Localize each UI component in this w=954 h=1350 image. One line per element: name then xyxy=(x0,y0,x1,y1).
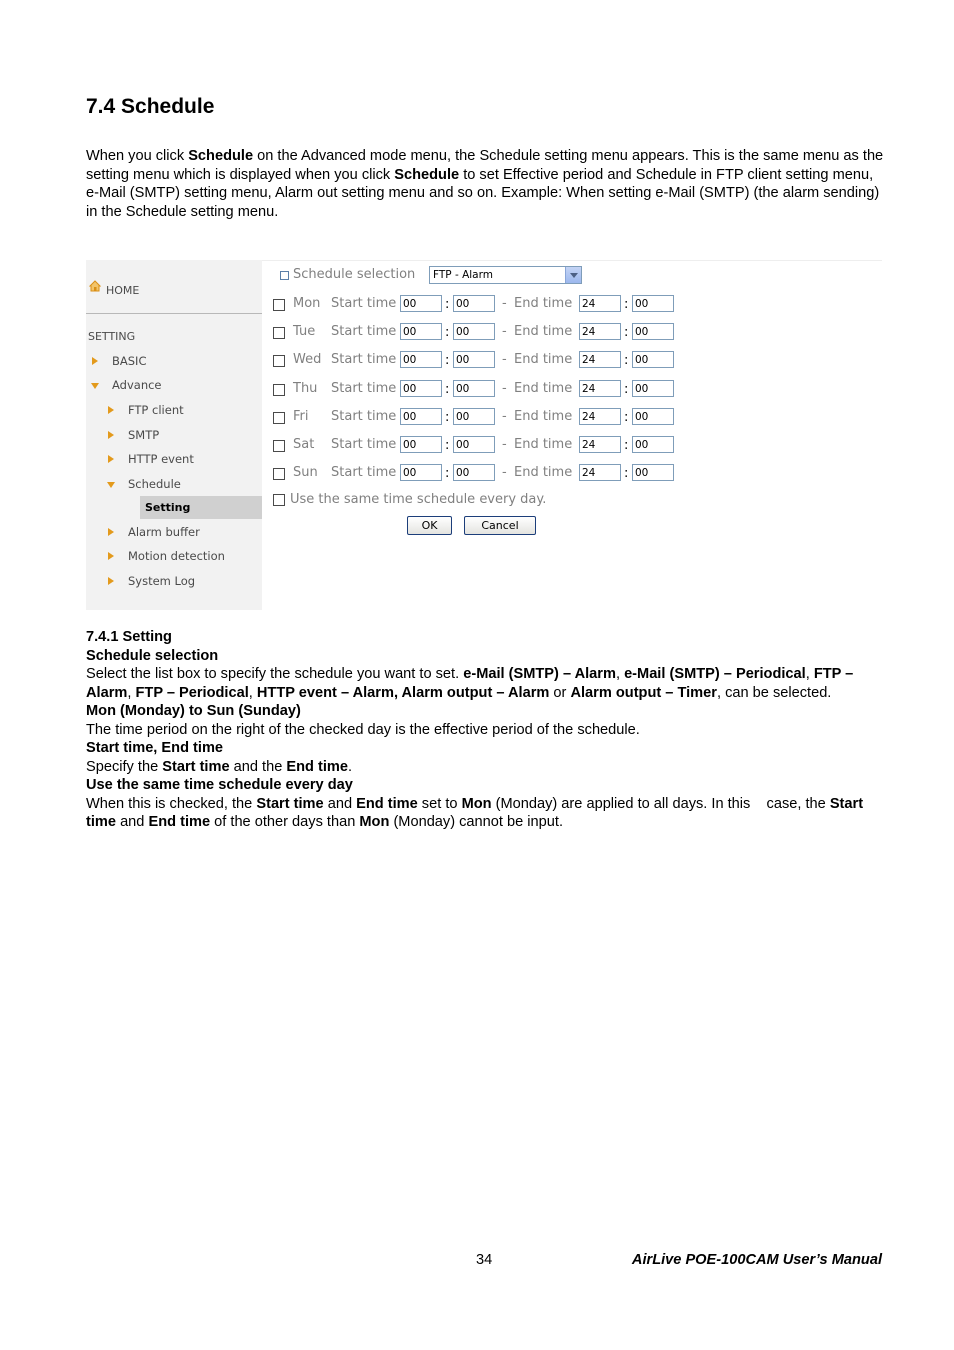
start-minute-input[interactable]: 00 xyxy=(453,295,495,312)
schedule-selection-value: FTP - Alarm xyxy=(433,269,493,281)
end-hour-input[interactable]: 24 xyxy=(579,295,621,312)
end-time-label: End time xyxy=(514,381,573,396)
dash-separator: - xyxy=(502,381,507,396)
dash-separator: - xyxy=(502,352,507,367)
sidebar-item-label: HTTP event xyxy=(128,452,194,466)
day-checkbox[interactable] xyxy=(273,299,285,311)
home-icon xyxy=(89,280,101,292)
arrow-right-icon xyxy=(108,406,114,414)
page-number: 34 xyxy=(476,1252,493,1268)
day-label: Sun xyxy=(293,465,318,480)
cancel-button[interactable]: Cancel xyxy=(464,516,536,535)
end-minute-input[interactable]: 00 xyxy=(632,351,674,368)
start-time-label: Start time xyxy=(331,381,397,396)
sidebar-item-label: SMTP xyxy=(128,428,160,442)
manual-title: AirLive POE-100CAM User’s Manual xyxy=(631,1252,882,1268)
schedule-selection-label: Schedule selection xyxy=(293,267,416,282)
sidebar-item-http-event[interactable] xyxy=(108,452,194,466)
intro-paragraph: When you click Schedule on the Advanced mode menu, the Schedule setting menu appears. This is the same menu as the setting menu which is displayed when you click Schedule to set Effective period and Schedule in FTP client setting menu, e-Mail (SMTP) setting menu, Alarm out setting menu and so on. Example: When setting e-Mail (SMTP) (the alarm sending) in the Schedule setting menu. xyxy=(86,148,884,220)
sidebar-item-alarm-buffer[interactable] xyxy=(108,525,200,539)
end-hour-input[interactable]: 24 xyxy=(579,464,621,481)
end-minute-input[interactable]: 00 xyxy=(632,323,674,340)
sidebar-item-ftp-client[interactable] xyxy=(108,403,184,417)
start-minute-input[interactable]: 00 xyxy=(453,464,495,481)
same-schedule-checkbox[interactable] xyxy=(273,494,285,506)
colon-separator: : xyxy=(624,382,629,397)
schedule-selection-description: Select the list box to specify the schedule you want to set. e-Mail (SMTP) – Alarm, e-Mail (SMTP) – Periodical, FTP – Alarm, FTP – Periodical, HTTP event – Alarm, Alarm output – Alarm or Alarm output – Timer, can be selected. xyxy=(86,666,854,701)
day-checkbox[interactable] xyxy=(273,384,285,396)
colon-separator: : xyxy=(445,410,450,425)
colon-separator: : xyxy=(624,466,629,481)
start-minute-input[interactable]: 00 xyxy=(453,351,495,368)
start-minute-input[interactable]: 00 xyxy=(453,380,495,397)
sidebar-item-system-log[interactable] xyxy=(108,574,195,588)
end-time-label: End time xyxy=(514,465,573,480)
start-time-label: Start time xyxy=(331,324,397,339)
sidebar-item-smtp[interactable] xyxy=(108,428,159,442)
arrow-down-icon xyxy=(107,482,115,488)
day-label: Sat xyxy=(293,437,315,452)
same-schedule-label: Use the same time schedule every day. xyxy=(290,492,547,507)
end-time-label: End time xyxy=(514,296,573,311)
start-minute-input[interactable]: 00 xyxy=(453,436,495,453)
days-description: The time period on the right of the checked day is the effective period of the schedule. xyxy=(86,721,640,738)
end-time-label: End time xyxy=(514,409,573,424)
day-label: Wed xyxy=(293,352,322,367)
schedule-screenshot xyxy=(86,260,882,610)
colon-separator: : xyxy=(624,297,629,312)
sidebar-item-label: Motion detection xyxy=(128,549,225,563)
colon-separator: : xyxy=(624,353,629,368)
end-time-label: End time xyxy=(514,437,573,452)
sidebar-item-label: BASIC xyxy=(112,354,147,368)
colon-separator: : xyxy=(624,438,629,453)
ok-button[interactable]: OK xyxy=(407,516,452,535)
colon-separator: : xyxy=(445,353,450,368)
end-hour-input[interactable]: 24 xyxy=(579,380,621,397)
dash-separator: - xyxy=(502,296,507,311)
sidebar-setting-header: SETTING xyxy=(88,330,136,343)
dash-separator: - xyxy=(502,324,507,339)
dash-separator: - xyxy=(502,465,507,480)
days-heading: Mon (Monday) to Sun (Sunday) xyxy=(86,703,301,719)
start-hour-input[interactable]: 00 xyxy=(400,323,442,340)
arrow-right-icon xyxy=(108,528,114,536)
start-time-label: Start time xyxy=(331,465,397,480)
arrow-down-icon xyxy=(91,383,99,389)
day-checkbox[interactable] xyxy=(273,440,285,452)
colon-separator: : xyxy=(624,325,629,340)
start-hour-input[interactable]: 00 xyxy=(400,436,442,453)
day-checkbox[interactable] xyxy=(273,327,285,339)
divider xyxy=(86,313,262,314)
end-minute-input[interactable]: 00 xyxy=(632,464,674,481)
subsection-title: 7.4.1 Setting xyxy=(86,629,172,645)
day-checkbox[interactable] xyxy=(273,412,285,424)
sidebar-item-label: Alarm buffer xyxy=(128,525,200,539)
end-hour-input[interactable]: 24 xyxy=(579,351,621,368)
day-label: Thu xyxy=(293,381,318,396)
bullet-square-icon xyxy=(280,271,289,280)
colon-separator: : xyxy=(624,410,629,425)
same-schedule-description: When this is checked, the Start time and End time set to Mon (Monday) are applied to all days. In this case, the Start time and End time of the other days than Mon (Monday) cannot be input. xyxy=(86,795,868,830)
start-hour-input[interactable]: 00 xyxy=(400,351,442,368)
day-label: Tue xyxy=(293,324,316,339)
start-hour-input[interactable]: 00 xyxy=(400,295,442,312)
start-hour-input[interactable]: 00 xyxy=(400,380,442,397)
day-checkbox[interactable] xyxy=(273,468,285,480)
colon-separator: : xyxy=(445,325,450,340)
day-label: Mon xyxy=(293,296,321,311)
sidebar-item-setting[interactable]: Setting xyxy=(145,501,191,514)
start-time-label: Start time xyxy=(331,352,397,367)
chevron-down-icon[interactable] xyxy=(565,267,581,283)
sidebar-item-advance[interactable] xyxy=(91,378,162,392)
start-time-label: Start time xyxy=(331,437,397,452)
start-minute-input[interactable]: 00 xyxy=(453,408,495,425)
same-schedule-heading: Use the same time schedule every day xyxy=(86,777,353,793)
colon-separator: : xyxy=(445,297,450,312)
arrow-right-icon xyxy=(92,357,98,365)
sidebar-item-motion-detection[interactable] xyxy=(108,549,225,563)
sidebar-item-label: FTP client xyxy=(128,403,184,417)
colon-separator: : xyxy=(445,438,450,453)
sidebar-item-basic[interactable] xyxy=(92,354,146,368)
end-minute-input[interactable]: 00 xyxy=(632,408,674,425)
section-title: 7.4 Schedule xyxy=(86,95,215,118)
end-minute-input[interactable]: 00 xyxy=(632,436,674,453)
start-time-label: Start time xyxy=(331,409,397,424)
sidebar-item-schedule[interactable] xyxy=(107,477,181,491)
sidebar-home-link[interactable]: HOME xyxy=(106,284,140,297)
end-time-label: End time xyxy=(514,352,573,367)
colon-separator: : xyxy=(445,466,450,481)
sidebar xyxy=(86,260,262,610)
end-minute-input[interactable]: 00 xyxy=(632,380,674,397)
end-minute-input[interactable]: 00 xyxy=(632,295,674,312)
start-hour-input[interactable]: 00 xyxy=(400,464,442,481)
sidebar-item-label: Schedule xyxy=(128,477,181,491)
start-end-heading: Start time, End time xyxy=(86,740,224,756)
start-time-label: Start time xyxy=(331,296,397,311)
arrow-right-icon xyxy=(108,577,114,585)
day-label: Fri xyxy=(293,409,309,424)
schedule-selection-heading: Schedule selection xyxy=(86,647,219,664)
day-checkbox[interactable] xyxy=(273,355,285,367)
end-hour-input[interactable]: 24 xyxy=(579,408,621,425)
start-hour-input[interactable]: 00 xyxy=(400,408,442,425)
arrow-right-icon xyxy=(108,552,114,560)
end-time-label: End time xyxy=(514,324,573,339)
schedule-selection-dropdown[interactable] xyxy=(429,266,582,284)
arrow-right-icon xyxy=(108,431,114,439)
start-end-description: Specify the Start time and the End time. xyxy=(86,758,353,775)
end-hour-input[interactable]: 24 xyxy=(579,436,621,453)
details-block xyxy=(86,628,886,832)
dash-separator: - xyxy=(502,409,507,424)
sidebar-item-label: System Log xyxy=(128,574,196,588)
colon-separator: : xyxy=(445,382,450,397)
schedule-form xyxy=(272,260,872,610)
start-minute-input[interactable]: 00 xyxy=(453,323,495,340)
sidebar-item-label: Advance xyxy=(112,378,162,392)
end-hour-input[interactable]: 24 xyxy=(579,323,621,340)
dash-separator: - xyxy=(502,437,507,452)
arrow-right-icon xyxy=(108,455,114,463)
